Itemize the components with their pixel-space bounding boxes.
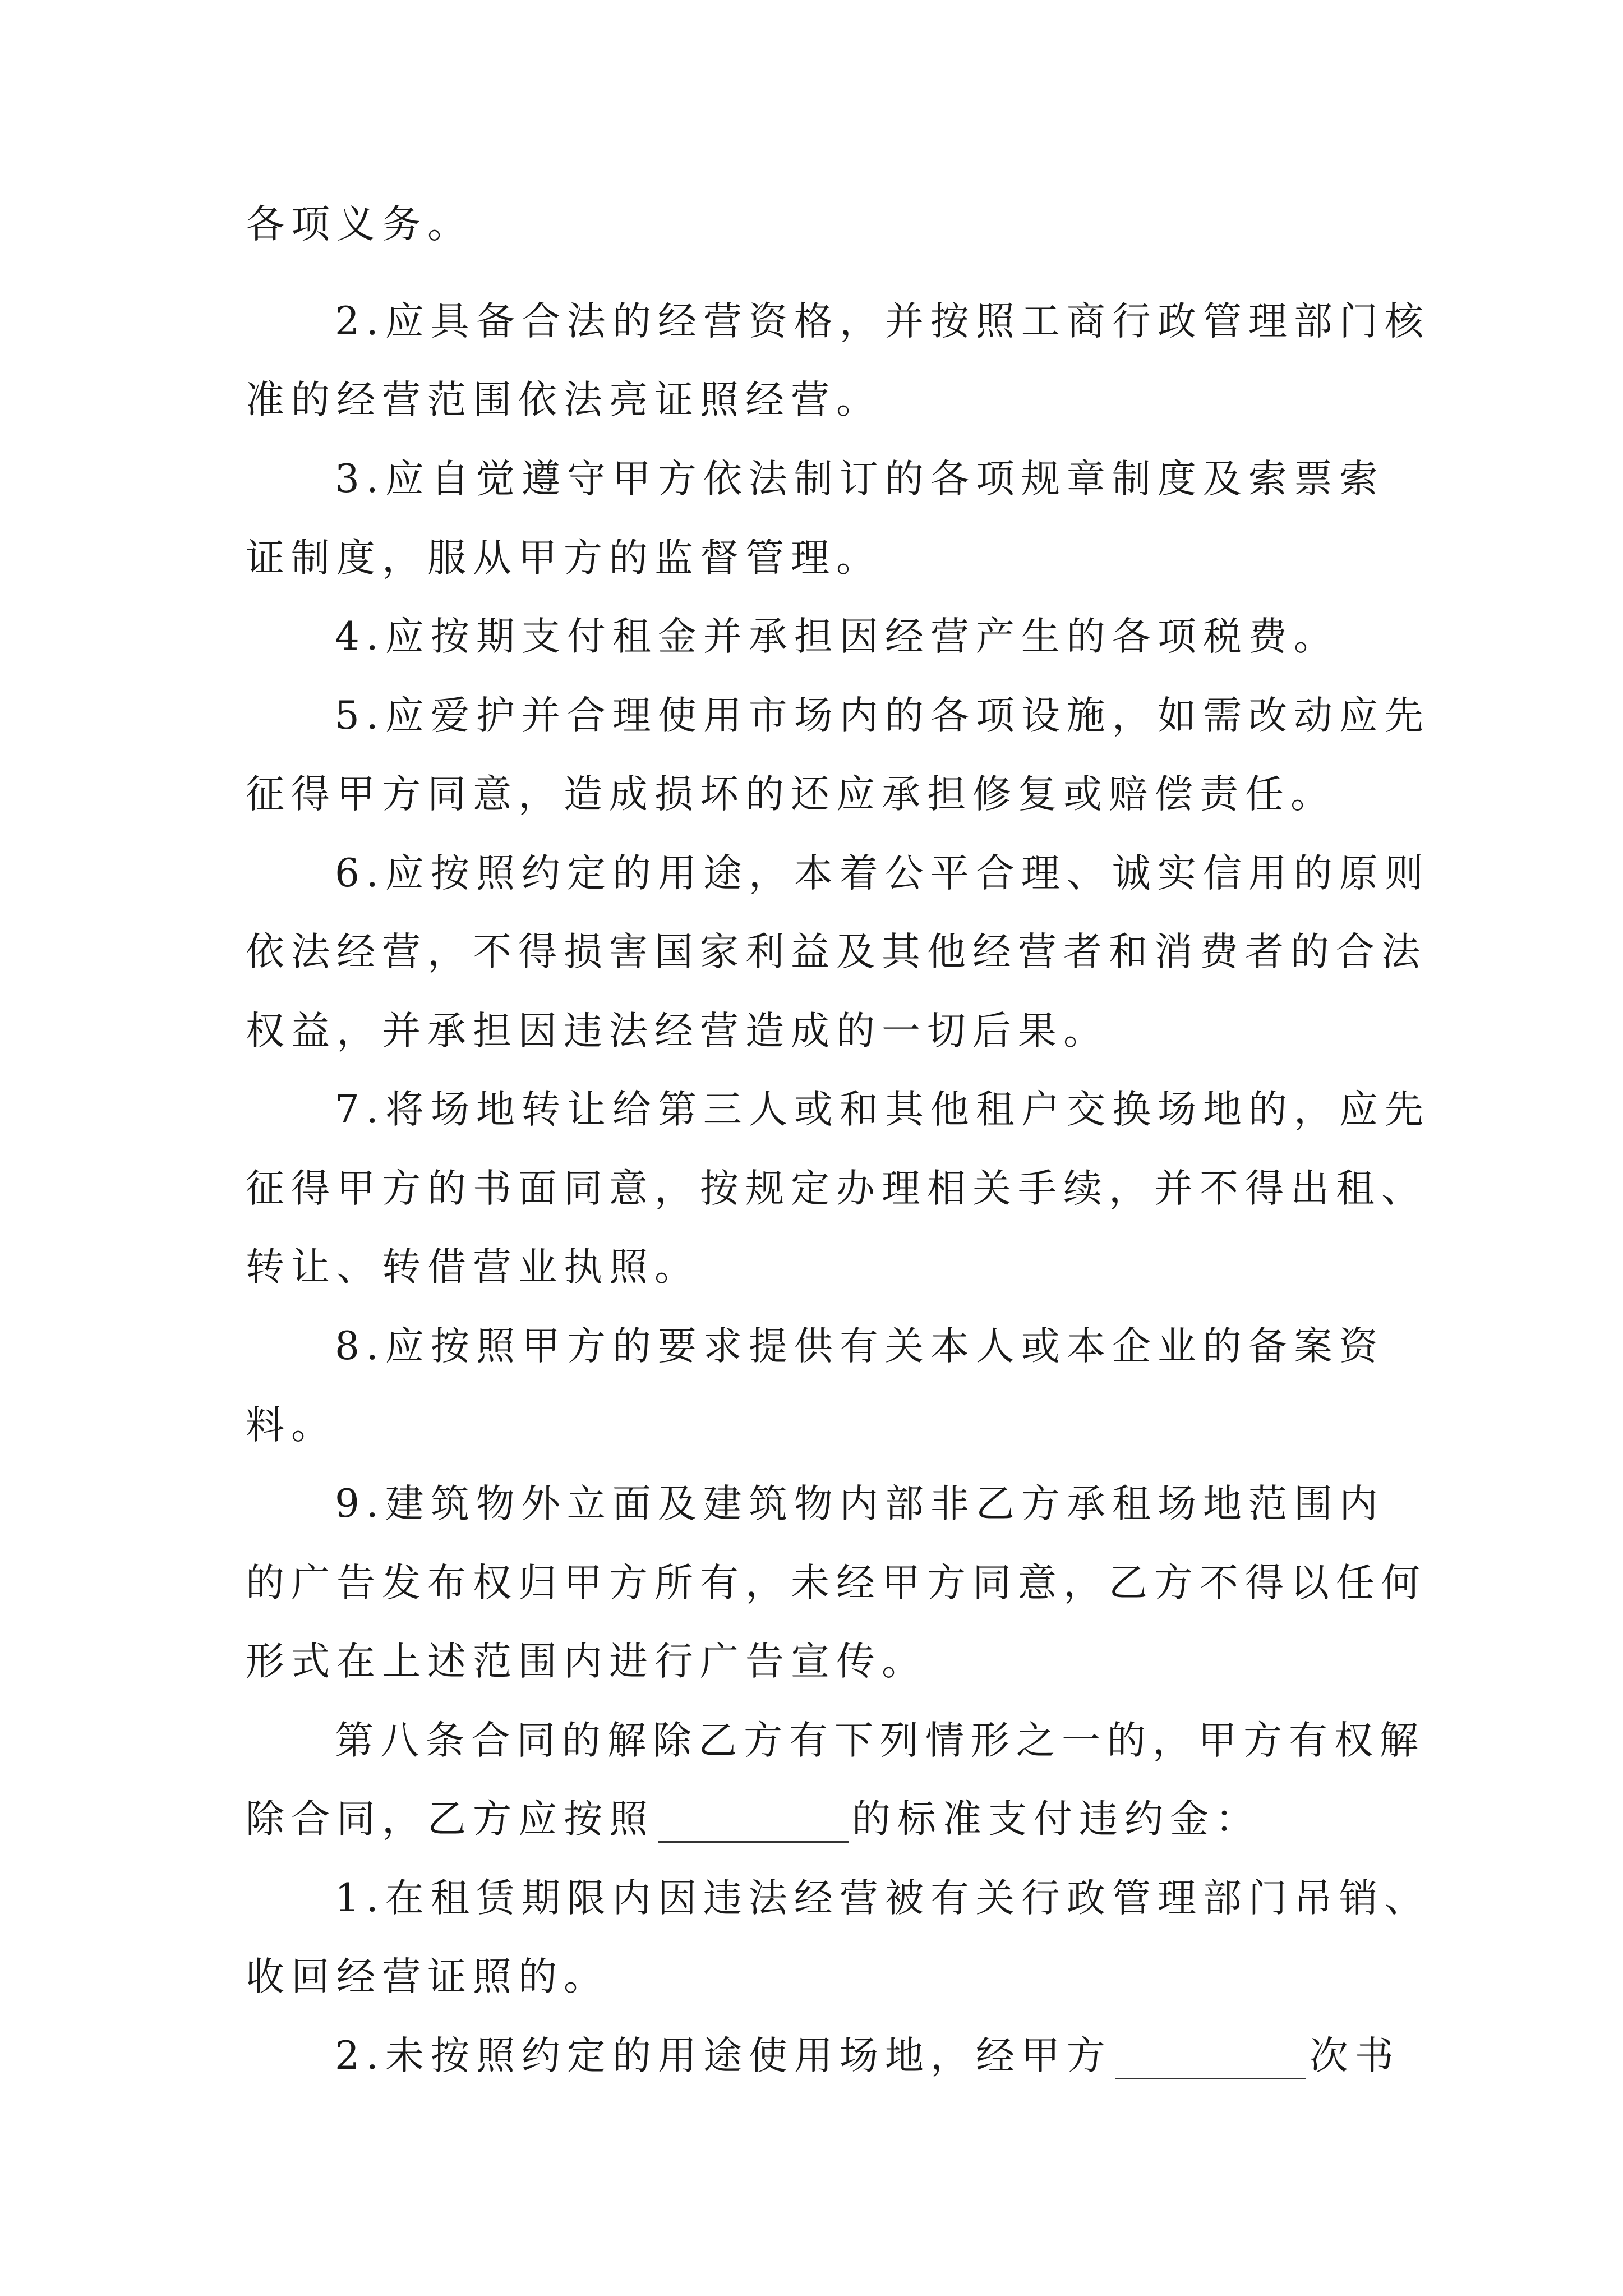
text-line: 转让、转借营业执照。 bbox=[246, 1245, 700, 1290]
text-line: 收回经营证照的。 bbox=[246, 1954, 609, 1999]
text-segment: 的标准支付违约金： bbox=[852, 1797, 1261, 1842]
fill-in-blank bbox=[658, 1802, 849, 1843]
text-line: 1.在租赁期限内因违法经营被有关行政管理部门吊销、 bbox=[335, 1876, 1430, 1921]
text-line: 征得甲方的书面同意，按规定办理相关手续，并不得出租、 bbox=[246, 1166, 1427, 1211]
text-line: 7.将场地转让给第三人或和其他租户交换场地的，应先 bbox=[335, 1087, 1430, 1132]
text-line: 权益，并承担因违法经营造成的一切后果。 bbox=[246, 1009, 1109, 1053]
fill-in-blank bbox=[1115, 2039, 1306, 2079]
text-segment: 2.未按照约定的用途使用场地，经甲方 bbox=[335, 2033, 1112, 2078]
text-line: 依法经营，不得损害国家利益及其他经营者和消费者的合法 bbox=[246, 930, 1427, 974]
text-line: 9.建筑物外立面及建筑物内部非乙方承租场地范围内 bbox=[335, 1481, 1385, 1526]
text-segment: 除合同，乙方应按照 bbox=[246, 1797, 654, 1842]
text-line bbox=[246, 1786, 1623, 1853]
text-line: 各项义务。 bbox=[246, 202, 473, 247]
text-line: 准的经营范围依法亮证照经营。 bbox=[246, 378, 882, 422]
text-line: 2.应具备合法的经营资格，并按照工商行政管理部门核 bbox=[335, 299, 1430, 344]
text-line: 第八条合同的解除乙方有下列情形之一的，甲方有权解 bbox=[335, 1718, 1425, 1763]
text-line: 8.应按照甲方的要求提供有关本人或本企业的备案资 bbox=[335, 1324, 1385, 1369]
text-line: 的广告发布权归甲方所有，未经甲方同意，乙方不得以任何 bbox=[246, 1561, 1427, 1605]
text-line: 证制度，服从甲方的监督管理。 bbox=[246, 536, 882, 581]
text-line: 4.应按期支付租金并承担因经营产生的各项税费。 bbox=[335, 614, 1339, 659]
text-line: 征得甲方同意，造成损坏的还应承担修复或赔偿责任。 bbox=[246, 772, 1336, 817]
text-line: 形式在上述范围内进行广告宣传。 bbox=[246, 1639, 927, 1684]
text-line: 3.应自觉遵守甲方依法制订的各项规章制度及索票索 bbox=[335, 457, 1385, 501]
text-line: 5.应爱护并合理使用市场内的各项设施，如需改动应先 bbox=[335, 693, 1430, 738]
text-line: 6.应按照约定的用途，本着公平合理、诚实信用的原则 bbox=[335, 851, 1430, 896]
text-line: 料。 bbox=[246, 1403, 336, 1448]
text-segment: 次书 bbox=[1309, 2033, 1400, 2078]
text-line bbox=[335, 2022, 1623, 2090]
